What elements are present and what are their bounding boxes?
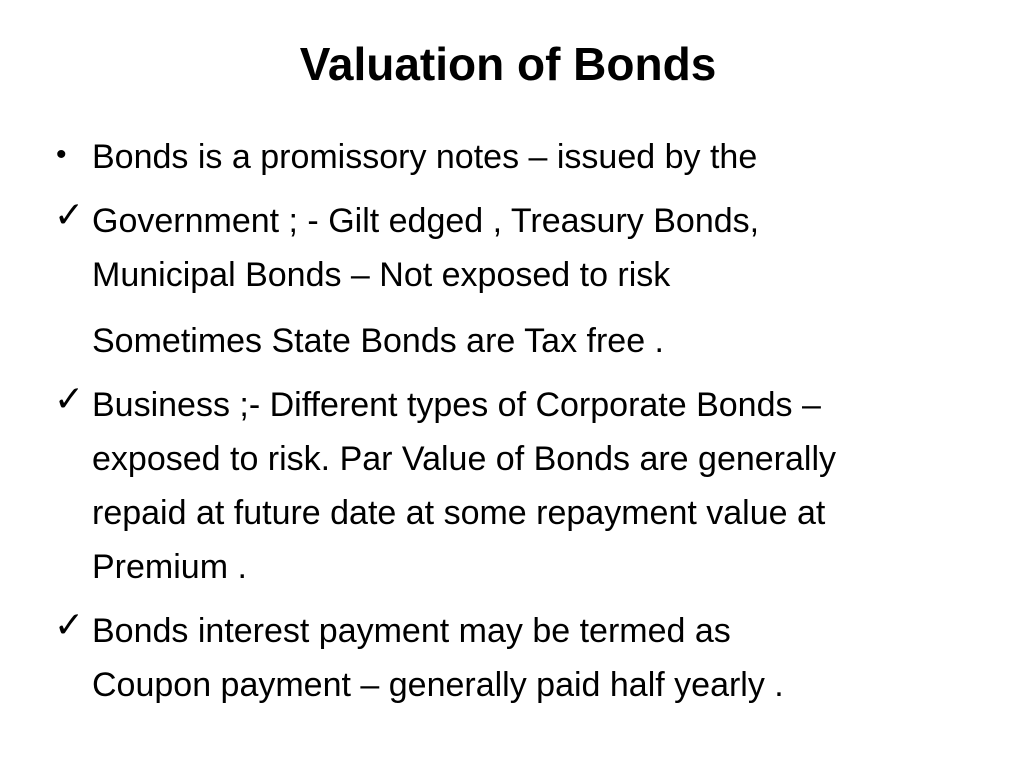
list-item-line: Bonds interest payment may be termed as [92,612,731,650]
slide-title: Valuation of Bonds [299,38,717,90]
list-item-coupon [54,604,1014,712]
list-item-line: Coupon payment – generally paid half yearly . [92,666,784,704]
list-item-bonds-definition [54,130,1014,184]
checkmark-icon: ✓ [54,195,85,236]
list-item-line: repaid at future date at some repayment value at [92,494,826,532]
list-item-line: Government ; - Gilt edged , Treasury Bonds, [92,202,760,240]
list-item-business [54,378,1014,594]
list-item-line: exposed to risk. Par Value of Bonds are generally [92,440,837,478]
list-item-line: Sometimes State Bonds are Tax free . [92,322,664,360]
list-item-line: Municipal Bonds – Not exposed to risk [92,256,671,294]
list-item-line: Bonds is a promissory notes – issued by the [92,138,758,176]
list-item-government [54,194,1014,368]
bullet-icon: • [56,138,67,171]
list-item-line: Premium . [92,548,247,586]
bullet-list [54,130,1014,712]
checkmark-icon: ✓ [54,379,85,420]
checkmark-icon: ✓ [54,605,85,646]
list-item-line: Business ;- Different types of Corporate Bonds – [92,386,821,424]
